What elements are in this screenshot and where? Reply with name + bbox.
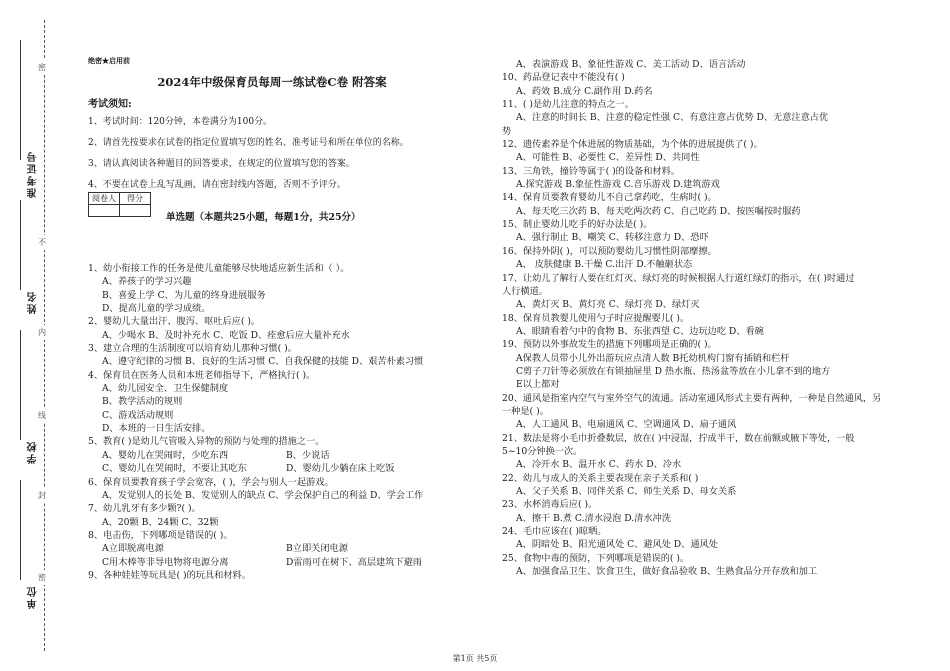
option-text: A、加强食品卫生、饮食卫生，做好食品验收 B、生熟食品分开存放和加工 — [516, 566, 818, 578]
question-stem: 12、遗传素养是个体进展的物质基础，为个体的进展提供了( )。 — [502, 139, 763, 151]
cut-mark: 密 — [38, 60, 46, 75]
option-text: A、冷开水 B、温开水 C、药水 D、冷水 — [516, 459, 682, 471]
fill-line — [20, 40, 21, 160]
option-text: A、黄灯灭 B、黄灯亮 C、绿灯亮 D、绿灯灭 — [516, 299, 700, 311]
score-cell: 得分 — [120, 193, 151, 205]
option-row — [502, 512, 914, 525]
question-stem: 20、通风是指室内空气与室外空气的流通。活动室通风形式主要有两种，一种是自然通风，另 — [502, 392, 882, 404]
question-stem: 6、保育员要教育孩子学会宽容，( )，学会与别人一起游戏。 — [88, 476, 334, 488]
name-label: 姓名 — [28, 290, 39, 314]
fill-line — [20, 480, 21, 580]
notice-item: 4、不要在试卷上乱写乱画，请在密封线内答题，否则不予评分。 — [88, 180, 346, 190]
question-stem: 18、保育员教婴儿使用勺子时应提醒婴儿( )。 — [502, 312, 690, 324]
question-stem: 22、幼儿与成人的关系主要表现在亲子关系和( ) — [502, 472, 699, 484]
option-text: A、每天吃三次药 B、每天吃两次药 C、自己吃药 D、按医嘱按时服药 — [516, 205, 801, 217]
binding-margin — [0, 0, 74, 671]
option-row — [502, 565, 914, 578]
option-text: A、少喝水 B、及时补充水 C、吃饭 D、痊愈后应大量补充水 — [102, 329, 350, 341]
option-row — [502, 205, 914, 218]
option-text: A、注意的时间长 B、注意的稳定性强 C、有意注意占优势 D、无意注意占优 — [516, 112, 829, 124]
question-stem: 15、制止婴幼儿吃手的好办法是( )。 — [502, 219, 653, 231]
question-stem: 5~10分钟换一次。 — [502, 445, 583, 457]
question-stem: 5、教育( )是幼儿气管吸入异物的预防与处理的措施之一。 — [88, 436, 325, 448]
option-text: A、强行制止 B、嘲笑 C、转移注意力 D、恐吓 — [516, 232, 709, 244]
question-stem: 14、保育员要教育婴幼儿不自己拿药吃，生病时( )。 — [502, 192, 717, 204]
question-stem: 1、幼小衔接工作的任务是使儿童能够尽快地适应新生活和（ ）。 — [88, 263, 350, 274]
question-stem: 24、毛巾应该在( )晾晒。 — [502, 526, 607, 538]
question-stem: 21、数法是将小毛巾折叠数层，放在( )中浸湿，拧成半干，数在前额或腋下等处，一般 — [502, 432, 855, 444]
option-row — [502, 418, 914, 431]
option-text: D、本班的一日生活安排。 — [102, 423, 211, 435]
option-row — [502, 258, 914, 271]
option-row — [502, 365, 914, 378]
score-table — [88, 192, 151, 217]
option-text: C用木棒等非导电物将电源分离 — [102, 556, 229, 568]
right-question-column — [502, 58, 914, 578]
option-row — [502, 538, 914, 551]
option-row — [502, 458, 914, 471]
option-row — [88, 449, 470, 462]
fill-line — [20, 330, 21, 440]
left-question-column — [88, 262, 470, 582]
option-row — [88, 542, 470, 555]
question-stem: 人行横道。 — [502, 285, 548, 297]
option-text: A、养孩子的学习兴趣 — [102, 276, 192, 288]
option-row — [502, 298, 914, 311]
option-text: D、婴幼儿少躺在床上吃饭 — [286, 463, 395, 475]
score-input-cell — [120, 205, 151, 217]
option-text: A立即脱离电源 — [102, 543, 164, 555]
question-stem: 11、( )是幼儿注意的特点之一。 — [502, 99, 635, 111]
option-text: B、教学活动的规则 — [102, 396, 183, 408]
grader-input-cell — [89, 205, 120, 217]
option-row — [502, 111, 914, 124]
option-row — [502, 151, 914, 164]
cut-mark: 线 — [38, 408, 46, 423]
question-stem: 10、药品登记表中不能没有( ) — [502, 72, 625, 84]
notice-item: 2、请首先按要求在试卷的指定位置填写您的姓名、准考证号和所在单位的名称。 — [88, 138, 409, 148]
option-row — [88, 355, 470, 368]
fill-line — [20, 200, 21, 290]
option-text: D、提高儿童的学习成绩。 — [102, 303, 211, 315]
option-row — [502, 58, 914, 71]
option-text: A、表演游戏 B、象征性游戏 C、美工活动 D、语言活动 — [516, 59, 746, 70]
unit-label: 单位 — [28, 585, 39, 609]
question-stem: 一种是( )。 — [502, 405, 549, 417]
option-row — [88, 422, 470, 435]
cut-mark: 内 — [38, 325, 46, 340]
option-text: A、发觉别人的长处 B、发觉别人的缺点 C、学会保护自己的利益 D、学会工作 — [102, 489, 424, 501]
option-text: A、可能性 B、必要性 C、差异性 D、共同性 — [516, 152, 700, 164]
question-stem: 4、保育员在医务人员和本班老师指导下，严格执行( )。 — [88, 369, 316, 381]
option-row — [88, 382, 470, 395]
option-row — [88, 289, 470, 302]
notice-heading: 考试须知: — [88, 99, 132, 110]
cut-mark: 封 — [38, 488, 46, 503]
option-row — [88, 302, 470, 315]
option-text: C、游戏活动规则 — [102, 409, 174, 421]
question-stem: 17、让幼儿了解行人要在红灯灭、绿灯亮的时候根据人行道红绿灯的指示，在( )时通过 — [502, 272, 855, 284]
option-text: A、人工通风 B、电扇通风 C、空调通风 D、扇子通风 — [516, 419, 737, 431]
option-row — [88, 395, 470, 408]
option-text: E以上都对 — [516, 379, 560, 391]
option-row — [88, 409, 470, 422]
page-footer: 第1页 共5页 — [452, 654, 498, 663]
option-text: B、少说话 — [286, 449, 330, 461]
option-text: A、遵守纪律的习惯 B、良好的生活习惯 C、自我保健的技能 D、艰苦朴素习惯 — [102, 356, 424, 368]
option-text: A、眼睛看着勺中的食物 B、东张西望 C、边玩边吃 D、看碗 — [516, 325, 764, 337]
notice-item: 3、请认真阅读各种题目的回答要求，在规定的位置填写您的答案。 — [88, 159, 355, 169]
option-text: A、 皮肤健康 B.干燥 C.出汗 D.不触砸状态 — [516, 259, 693, 271]
question-stem: 25、食物中毒的预防，下列哪项是错误的( )。 — [502, 552, 690, 564]
option-row — [502, 325, 914, 338]
secret-mark: 绝密★启用前 — [88, 56, 130, 65]
question-stem: 9、各种娃娃等玩具是( )的玩具和材料。 — [88, 569, 251, 581]
option-row — [88, 556, 470, 569]
option-text: A保教人员带小儿外出游玩应点清人数 B托幼机构门窗有插销和栏杆 — [516, 352, 790, 364]
option-text: A、药效 B.成分 C.副作用 D.药名 — [516, 85, 653, 97]
option-text: C、婴幼儿在哭闹时，不要让其吃东 — [102, 463, 247, 475]
option-text: A、幼儿园安全、卫生保健制度 — [102, 383, 229, 395]
option-row — [502, 485, 914, 498]
option-text: B立即关闭电源 — [286, 543, 348, 555]
school-label: 学校 — [28, 440, 39, 464]
question-stem: 8、电击伤，下列哪项是错误的( )。 — [88, 529, 233, 541]
option-text: A.探究游戏 B.象征性游戏 C.音乐游戏 D.建筑游戏 — [516, 179, 720, 191]
option-row — [502, 178, 914, 191]
option-row — [88, 275, 470, 288]
option-row — [88, 489, 470, 502]
section-title: 单选题（本题共25小题，每题1分，共25分） — [166, 212, 361, 223]
option-row — [502, 85, 914, 98]
grader-cell: 阅卷人 — [89, 193, 120, 205]
question-stem: 势 — [502, 125, 512, 137]
option-text: B、喜爱上学 C、为儿童的终身进展服务 — [102, 289, 266, 301]
option-row — [88, 462, 470, 475]
question-stem: 13、三角铁，撞铃等属于( )的设备和材料。 — [502, 165, 680, 177]
option-row — [88, 329, 470, 342]
notice-item: 1、考试时间：120分钟，本卷满分为100分。 — [88, 117, 273, 127]
option-row — [502, 352, 914, 365]
cut-mark: 密 — [38, 570, 46, 585]
option-row — [502, 378, 914, 391]
cut-mark: 不 — [38, 235, 46, 250]
page-title: 2024年中级保育员每周一练试卷C卷 附答案 — [157, 75, 387, 89]
option-text: D雷雨可在树下、高层建筑下避雨 — [286, 556, 422, 568]
question-stem: 7、幼儿乳牙有多少颗?( )。 — [88, 503, 201, 515]
option-text: A、20颗 B、24颗 C、32颗 — [102, 516, 219, 528]
question-stem: 3、建立合理的生活制度可以培育幼儿那种习惯( )。 — [88, 343, 297, 355]
question-stem: 23、水杯消毒后应( )。 — [502, 499, 598, 511]
option-row — [502, 231, 914, 244]
notice-list — [88, 114, 468, 198]
question-stem: 2、婴幼儿大量出汗、腹泻、呕吐后应( )。 — [88, 316, 261, 328]
exam-number-label: 准考证号 — [28, 150, 39, 198]
option-row — [88, 516, 470, 529]
option-text: A、婴幼儿在哭闹时，少吃东西 — [102, 449, 229, 461]
question-stem: 19、预防以外事故发生的措施下列哪项是正确的( )。 — [502, 339, 717, 351]
option-text: A、擦干 B.煮 C.清水浸泡 D.清水冲洗 — [516, 512, 671, 524]
option-text: C剪子刀针等必须放在有锁抽屉里 D 热水瓶、热汤盆等放在小儿拿不到的地方 — [516, 365, 831, 377]
option-text: A、父子关系 B、同伴关系 C、师生关系 D、母女关系 — [516, 486, 737, 497]
question-stem: 16、保持外阴( )，可以预防婴幼儿习惯性阴部摩擦。 — [502, 245, 717, 257]
option-text: A、阴暗处 B、阳光通风处 C、避风处 D、通风处 — [516, 539, 718, 551]
